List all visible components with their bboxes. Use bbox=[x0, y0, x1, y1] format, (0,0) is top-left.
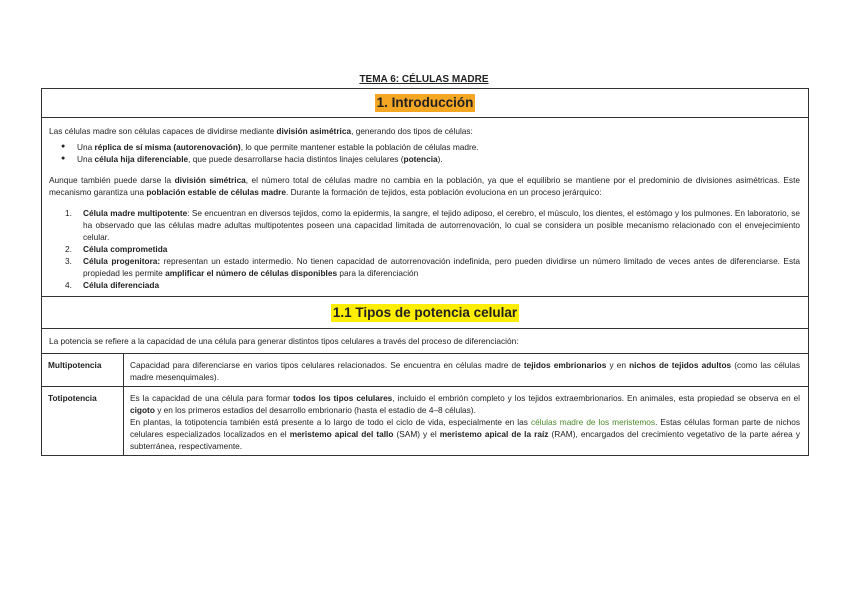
list-item bbox=[65, 255, 801, 279]
text: Capacidad para diferenciarse en varios tipos celulares relacionados. Se encuentra en células madre de bbox=[130, 360, 524, 370]
intro-paragraph bbox=[49, 118, 800, 137]
text: representan un estado intermedio. No tienen capacidad de autorrenovación indefinida, pero pueden dividirse un número limitado de veces antes de diferenciarse. Esta propiedad les permite bbox=[83, 256, 801, 278]
list-number: 4. bbox=[65, 280, 72, 290]
text: , generando dos tipos de células: bbox=[351, 126, 473, 136]
bold-text: división simétrica bbox=[174, 175, 246, 185]
row-label: Multipotencia bbox=[42, 354, 124, 386]
bold-text: Célula comprometida bbox=[83, 244, 168, 254]
plant-paragraph bbox=[130, 416, 800, 452]
text: . Estas células forman parte de nichos celulares especializados localizados en el bbox=[130, 417, 800, 439]
section-1-body bbox=[42, 118, 808, 297]
section-2-heading bbox=[42, 297, 808, 329]
document-frame bbox=[41, 88, 809, 456]
bold-text: división asimétrica bbox=[276, 126, 352, 136]
bold-text: meristemo apical de la raíz bbox=[439, 429, 549, 439]
bold-text: Célula diferenciada bbox=[83, 280, 160, 290]
text: , el número total de células madre no cambia en la población, ya que el equilibrio se mantiene por el predominio de divisiones asimétricas. Este mecanismo garantiza una bbox=[49, 175, 800, 197]
bold-text: población estable de células madre bbox=[146, 187, 287, 197]
bold-text: amplificar el número de células disponibles bbox=[165, 268, 338, 278]
text: (como las células madre mesenquimales). bbox=[130, 360, 800, 382]
bold-text: nichos de tejidos adultos bbox=[629, 360, 732, 370]
section-2-title: 1.1 Tipos de potencia celular bbox=[332, 304, 518, 320]
text: (SAM) y el bbox=[393, 429, 440, 439]
row-description bbox=[124, 354, 808, 386]
row-description bbox=[124, 387, 808, 455]
text: . Durante la formación de tejidos, esta población evoluciona en un proceso jerárquico: bbox=[286, 187, 602, 197]
text: , lo que permite mantener estable la población de células madre. bbox=[240, 142, 479, 152]
list-item bbox=[65, 207, 800, 243]
symmetric-division-paragraph bbox=[49, 174, 800, 198]
bold-text: tejidos embrionarios bbox=[523, 360, 607, 370]
row-label: Totipotencia bbox=[42, 387, 124, 455]
bold-text: réplica de sí misma (autorenovación) bbox=[94, 142, 241, 152]
bullet-list bbox=[49, 141, 800, 165]
list-item bbox=[77, 153, 800, 165]
text: , incluido el embrión completo y los tejidos extraembrionarios. En animales, esta propiedad se observa en el bbox=[392, 393, 800, 403]
list-number: 2. bbox=[65, 244, 72, 254]
text: : Se encuentran en diversos tejidos, como la epidermis, la sangre, el tejido adiposo, el cerebro, el músculo, los dientes, el estómago y los pulmones. En laboratorio, se ha observado que las células madre adultas multipotentes poseen una capacidad limitada de autorrenovación, lo cual se considera un posible mecanismo relacionado con el envejecimiento celular. bbox=[83, 208, 800, 242]
hierarchy-list bbox=[49, 207, 800, 291]
text: para la diferenciación bbox=[337, 268, 419, 278]
text: ). bbox=[437, 154, 443, 164]
bold-text: meristemo apical del tallo bbox=[289, 429, 394, 439]
text: , que puede desarrollarse hacia distintos linajes celulares ( bbox=[188, 154, 404, 164]
text: y en bbox=[606, 360, 630, 370]
list-number: 3. bbox=[65, 256, 72, 266]
text: (RAM), encargados del crecimiento vegetativo de la parte aérea y subterránea, respectivamente. bbox=[130, 429, 800, 451]
list-number: 1. bbox=[65, 208, 72, 218]
text: y en los primeros estadios del desarrollo embrionario (hasta el estadio de 4–8 células). bbox=[154, 405, 476, 415]
text: Aunque también puede darse la bbox=[49, 175, 175, 185]
text: Es la capacidad de una célula para formar bbox=[130, 393, 294, 403]
bold-text: potencia bbox=[403, 154, 438, 164]
text: Las células madre son células capaces de dividirse mediante bbox=[49, 126, 277, 136]
animal-paragraph bbox=[130, 392, 800, 416]
table-row bbox=[42, 354, 808, 386]
bold-text: todos los tipos celulares bbox=[293, 393, 393, 403]
list-item bbox=[65, 243, 800, 255]
bold-text: célula hija diferenciable bbox=[94, 154, 189, 164]
section-1-title: 1. Introducción bbox=[376, 95, 474, 110]
text: Una bbox=[77, 154, 95, 164]
potency-intro: La potencia se refiere a la capacidad de una célula para generar distintos tipos celulares a través del proceso de diferenciación: bbox=[42, 329, 808, 354]
green-highlight-text: células madre de los meristemos bbox=[530, 417, 656, 427]
table-row bbox=[42, 386, 808, 455]
page-title: TEMA 6: CÉLULAS MADRE bbox=[359, 74, 489, 85]
list-item bbox=[77, 141, 800, 153]
text: Una bbox=[77, 142, 95, 152]
bold-text: Célula madre multipotente bbox=[83, 208, 188, 218]
bold-text: Célula progenitora: bbox=[83, 256, 161, 266]
bold-text: cigoto bbox=[130, 405, 155, 415]
list-item bbox=[65, 279, 800, 291]
text: En plantas, la totipotencia también está presente a lo largo de todo el ciclo de vida, especialmente en las bbox=[130, 417, 531, 427]
section-1-heading bbox=[42, 89, 808, 118]
